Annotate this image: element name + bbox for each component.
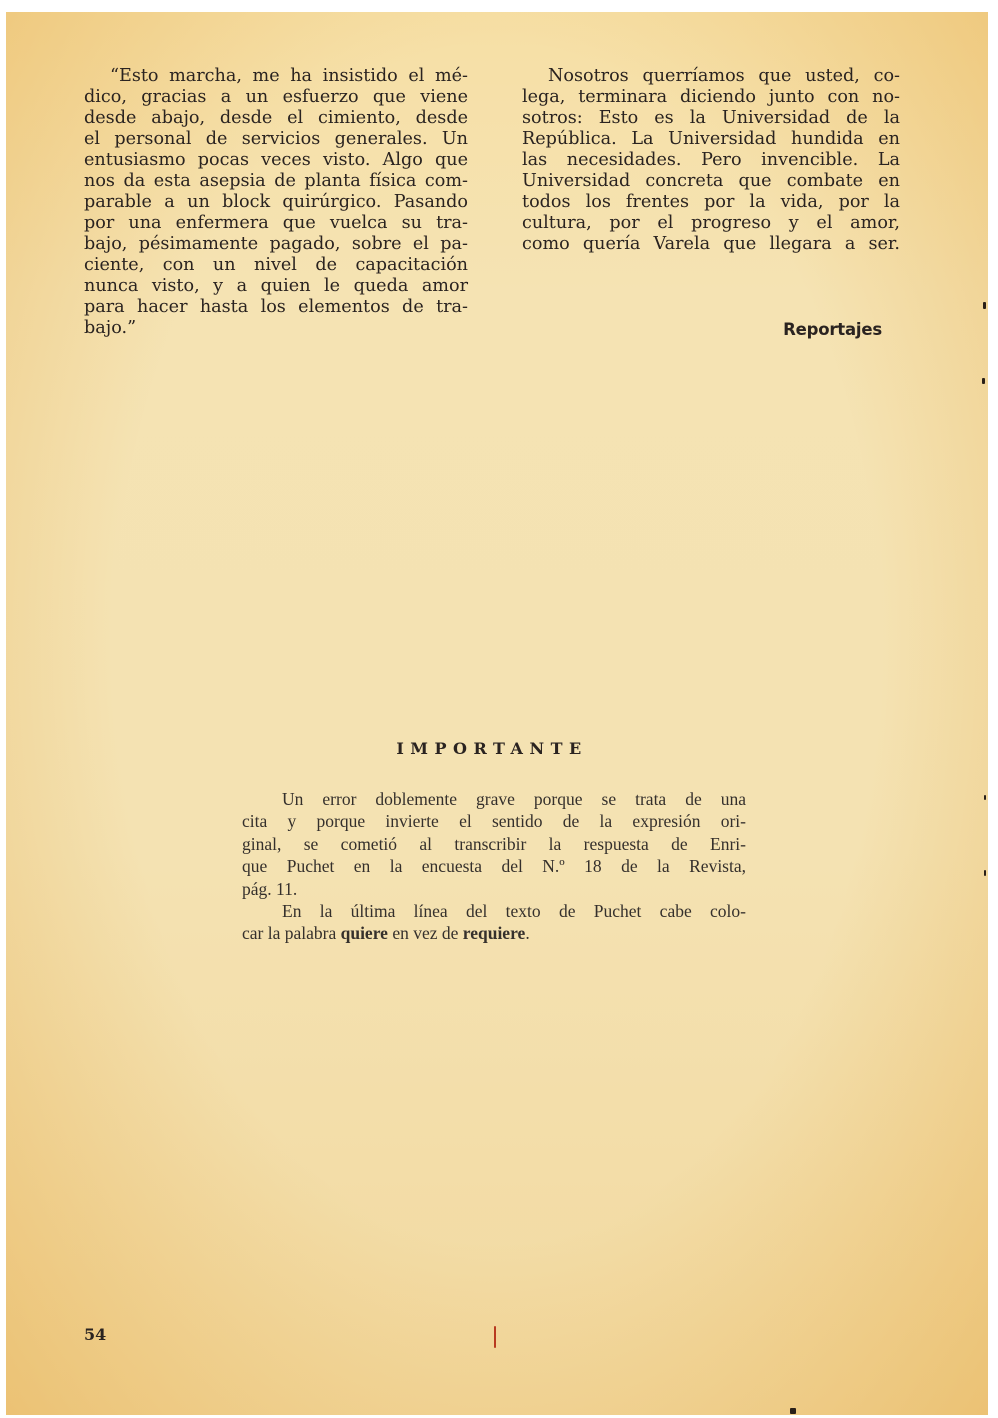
right-column bbox=[522, 66, 900, 255]
correct-word: quiere bbox=[340, 923, 388, 944]
text-line: como quería Varela que llegara a ser. bbox=[522, 234, 900, 254]
notice-text: car la palabra bbox=[242, 923, 337, 944]
notice-line: En la última línea del texto de Puchet cabe colo- bbox=[282, 901, 746, 922]
notice-text: . bbox=[525, 923, 530, 944]
text-line: nos da esta asepsia de planta física com- bbox=[84, 171, 468, 191]
notice-line: Un error doblemente grave porque se trata de una bbox=[282, 789, 746, 809]
text-line: el personal de servicios generales. Un bbox=[84, 129, 468, 149]
notice-line-correction bbox=[242, 922, 746, 944]
notice-title: IMPORTANTE bbox=[396, 739, 588, 758]
print-speck bbox=[984, 795, 986, 800]
text-line: entusiasmo pocas veces visto. Algo que bbox=[84, 150, 468, 170]
notice-line: pág. 11. bbox=[242, 878, 298, 899]
text-line: República. La Universidad hundida en bbox=[522, 129, 900, 149]
print-speck bbox=[984, 870, 986, 876]
article-signature: Reportajes bbox=[783, 320, 882, 339]
text-line: todos los frentes por la vida, por la bbox=[522, 192, 900, 212]
print-speck bbox=[983, 302, 986, 309]
text-line: las necesidades. Pero invencible. La bbox=[522, 150, 900, 170]
text-line: por una enfermera que vuelca su tra- bbox=[84, 213, 468, 233]
text-line: ciente, con un nivel de capacitación bbox=[84, 255, 468, 275]
text-line: bajo, pésimamente pagado, sobre el pa- bbox=[84, 234, 468, 254]
text-line: “Esto marcha, me ha insistido el mé- bbox=[110, 66, 468, 86]
print-speck bbox=[790, 1408, 796, 1414]
notice-box bbox=[242, 788, 746, 945]
text-line: parable a un block quirúrgico. Pasando bbox=[84, 192, 468, 212]
notice-line: que Puchet en la encuesta del N.º 18 de la Revista, bbox=[242, 856, 746, 877]
print-speck bbox=[494, 1326, 496, 1348]
text-line: dico, gracias a un esfuerzo que viene bbox=[84, 87, 468, 107]
print-speck bbox=[982, 378, 985, 384]
text-line: sotros: Esto es la Universidad de la bbox=[522, 108, 900, 128]
page-number: 54 bbox=[84, 1325, 107, 1344]
text-line: desde abajo, desde el cimiento, desde bbox=[84, 108, 468, 128]
wrong-word: requiere bbox=[462, 923, 526, 944]
notice-line: ginal, se cometió al transcribir la respuesta de Enri- bbox=[242, 833, 746, 854]
text-line: bajo.” bbox=[84, 318, 137, 338]
notice-line: cita y porque invierte el sentido de la expresión ori- bbox=[242, 811, 746, 832]
text-line: Nosotros querríamos que usted, co- bbox=[548, 66, 900, 86]
text-line: nunca visto, y a quien le queda amor bbox=[84, 276, 468, 296]
notice-text: en vez de bbox=[392, 923, 459, 944]
text-line: lega, terminara diciendo junto con no- bbox=[522, 87, 900, 107]
text-line: cultura, por el progreso y el amor, bbox=[522, 213, 900, 233]
left-column bbox=[84, 66, 468, 339]
magazine-page bbox=[6, 12, 988, 1415]
text-line: Universidad concreta que combate en bbox=[522, 171, 900, 191]
text-line: para hacer hasta los elementos de tra- bbox=[84, 297, 468, 317]
